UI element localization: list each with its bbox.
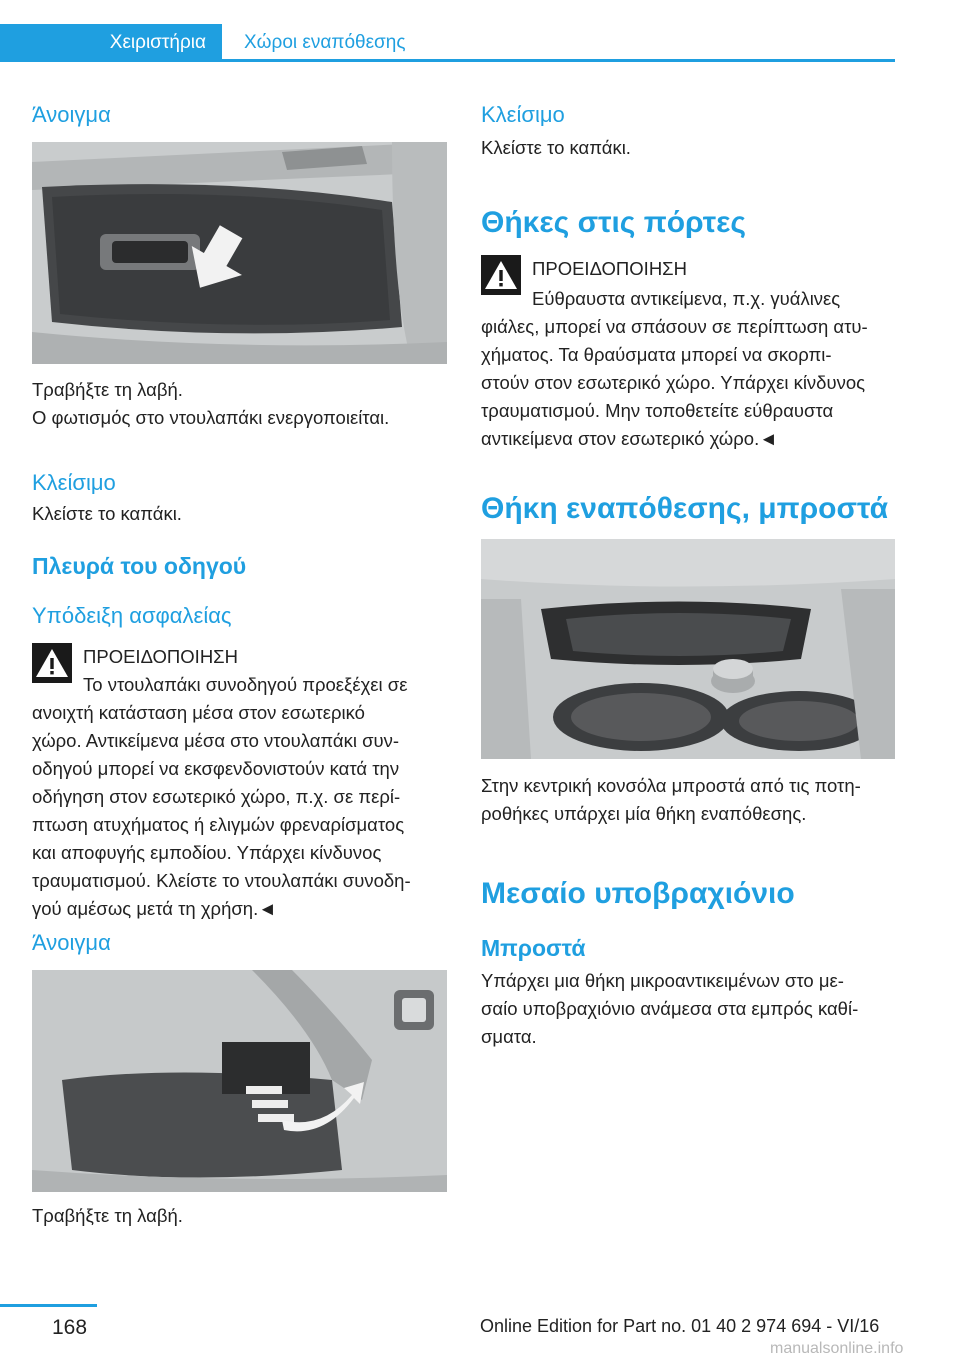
edition-info: Online Edition for Part no. 01 40 2 974 694 - VI/16 bbox=[480, 1316, 880, 1336]
pull-handle-text-1: Τραβήξτε τη λαβή. bbox=[32, 379, 183, 400]
warning-line: πτωση ατυχήματος ή ελιγμών φρεναρίσματος bbox=[32, 814, 405, 835]
close-text-right: Κλείστε το καπάκι. bbox=[481, 137, 631, 158]
page-number: 168 bbox=[52, 1316, 88, 1339]
heading-door-pockets: Θήκες στις πόρτες bbox=[481, 206, 746, 239]
warning-line: αντικείμενα στον εσωτερικό χώρο.◄ bbox=[481, 428, 778, 449]
warning-line: χώρο. Αντικείμενα μέσα στο ντουλαπάκι συν- bbox=[32, 730, 400, 751]
warning-block-left bbox=[32, 643, 447, 919]
warning-line: στούν στον εσωτερικό χώρο. Υπάρχει κίνδυνος bbox=[481, 372, 866, 393]
heading-front: Μπροστά bbox=[481, 935, 586, 961]
armrest-text-line: Υπάρχει μια θήκη μικροαντικειμένων στο με- bbox=[481, 970, 844, 991]
heading-driver-side: Πλευρά του οδηγού bbox=[32, 553, 247, 579]
console-text-line: Στην κεντρική κονσόλα μπροστά από τις ποτη- bbox=[481, 775, 861, 796]
header-tab-bar bbox=[0, 24, 895, 62]
warning-line: τραυματισμού. Μην τοποθετείτε εύθραυστα bbox=[481, 400, 834, 421]
warning-line: Εύθραυστα αντικείμενα, π.χ. γυάλινες bbox=[532, 288, 841, 309]
warning-line: χήματος. Τα θραύσματα μπορεί να σκορπι- bbox=[481, 344, 832, 365]
warning-line: τραυματισμού. Κλείστε το ντουλαπάκι συνοδη- bbox=[32, 870, 411, 891]
heading-close-right: Κλείσιμο bbox=[481, 102, 565, 127]
heading-center-armrest: Μεσαίο υποβραχιόνιο bbox=[481, 877, 795, 910]
heading-open-2: Άνοιγμα bbox=[32, 930, 111, 955]
driver-glovebox-illustration bbox=[32, 970, 447, 1192]
warning-line: και αποφυγής εμποδίου. Υπάρχει κίνδυνος bbox=[32, 842, 382, 863]
tab-storage-compartments[interactable]: Χώροι εναπόθεσης bbox=[222, 24, 429, 62]
center-console-storage-illustration bbox=[481, 539, 895, 759]
warning-line: φιάλες, μπορεί να σπάσουν σε περίπτωση ατυ- bbox=[481, 316, 868, 337]
watermark: manualsonline.info bbox=[770, 1340, 904, 1357]
warning-label-right: ΠΡΟΕΙΔΟΠΟΙΗΣΗ bbox=[532, 258, 687, 279]
header-rule bbox=[0, 59, 895, 62]
console-text-line: ροθήκες υπάρχει μία θήκη εναπόθεσης. bbox=[481, 803, 807, 824]
glovebox-open-illustration bbox=[32, 142, 447, 364]
heading-open-1: Άνοιγμα bbox=[32, 102, 111, 127]
tab-controls[interactable]: Χειριστήρια bbox=[0, 24, 222, 62]
warning-line: οδήγηση στον εσωτερικό χώρο, π.χ. σε περί- bbox=[32, 786, 401, 807]
footer-rule bbox=[0, 1304, 97, 1307]
heading-close-left: Κλείσιμο bbox=[32, 470, 116, 495]
close-text-left: Κλείστε το καπάκι. bbox=[32, 503, 182, 524]
warning-line: οδηγού μπορεί να εκσφενδονιστούν κατά την bbox=[32, 758, 400, 779]
warning-label-left: ΠΡΟΕΙΔΟΠΟΙΗΣΗ bbox=[83, 646, 238, 667]
light-on-text: Ο φωτισμός στο ντουλαπάκι ενεργοποιείται. bbox=[32, 407, 390, 428]
warning-triangle-icon bbox=[32, 643, 72, 683]
heading-safety-note: Υπόδειξη ασφαλείας bbox=[32, 603, 232, 628]
heading-front-storage: Θήκη εναπόθεσης, μπροστά bbox=[481, 492, 889, 525]
warning-line: γού αμέσως μετά τη χρήση.◄ bbox=[32, 898, 277, 919]
warning-block-right bbox=[481, 255, 895, 449]
warning-triangle-icon bbox=[481, 255, 521, 295]
armrest-text-line: σματα. bbox=[481, 1026, 537, 1047]
armrest-text-line: σαίο υποβραχιόνιο ανάμεσα στα εμπρός καθί- bbox=[481, 998, 859, 1019]
warning-line: Το ντουλαπάκι συνοδηγού προεξέχει σε bbox=[83, 674, 408, 695]
warning-line: ανοιχτή κατάσταση μέσα στον εσωτερικό bbox=[32, 702, 365, 723]
pull-handle-text-2: Τραβήξτε τη λαβή. bbox=[32, 1205, 183, 1226]
